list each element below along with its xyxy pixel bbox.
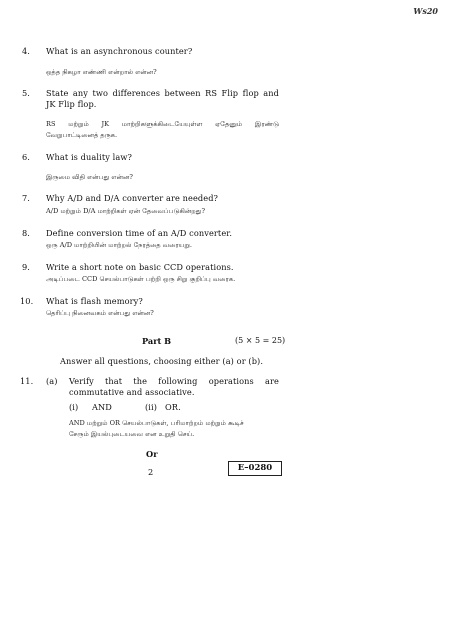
sub-question-label: (a) [46,376,58,386]
question-text-en-line1: State any two differences between RS Flip flop and [46,88,279,98]
question-text-en: Write a short note on basic CCD operations. [46,262,234,272]
page-code: Ws20 [413,6,438,16]
option-ii-text: OR. [165,402,181,412]
part-b-marks: (5 × 5 = 25) [235,336,286,345]
option-i-label: (i) [69,402,79,412]
or-separator: Or [146,449,158,459]
question-text-ta-line2: சேரும் இயல்புடையவை என உறுதி செய். [69,430,195,438]
question-text-ta-line1: AND மற்றும் OR செயல்பாடுகள், பரிமாற்றம் மற்றும் கூடிச் [69,419,244,427]
question-text-ta-line1: RS மற்றும் JK மாற்றிகளுக்கிடையேயுள்ள ஏதேனும் இரண்டு [46,120,279,128]
page-number: 2 [148,467,154,477]
question-number: 7. [22,193,31,203]
question-text-en: What is flash memory? [46,296,143,306]
question-text-en: Define conversion time of an A/D converter. [46,228,233,238]
question-number: 4. [22,46,31,56]
question-text-en: What is an asynchronous counter? [46,46,193,56]
question-text-ta: இருமை விதி என்பது என்ன? [46,173,133,181]
question-text-en-line2: JK Flip flop. [46,99,97,109]
question-number: 5. [22,88,31,98]
question-number: 11. [20,376,34,386]
option-ii-label: (ii) [145,402,158,412]
question-text-ta: A/D மற்றும் D/A மாற்றிகள் ஏன் தேவைப்படுகின்றது? [46,207,206,215]
question-text-ta: ஒரு A/D மாற்றியின் மாற்றல் நேரத்தை வரையறு. [46,241,193,249]
question-text-ta: தெரிப்பு நினைவகம் என்பது என்ன? [46,309,154,317]
question-number: 9. [22,262,31,272]
option-i-text: AND [92,402,112,412]
part-b-heading: Part B [142,336,172,346]
question-text-en-line2: commutative and associative. [69,387,195,397]
question-number: 8. [22,228,31,238]
question-text-ta-line2: வேறுபாட்டினைத் தருக. [46,131,118,139]
question-text-en-line1: Verify that the following operations are [69,376,279,386]
question-text-en: Why A/D and D/A converter are needed? [46,193,219,203]
question-number: 6. [22,152,31,162]
exam-code-box: E–0280 [228,461,282,476]
question-number: 10. [20,296,34,306]
question-text-en: What is duality law? [46,152,132,162]
question-text-ta: அடிப்படை CCD செயல்பாடுகள் பற்றி ஒரு சிறு குறிப்பு வரைக. [46,275,236,283]
part-b-instruction: Answer all questions, choosing either (a) or (b). [60,356,264,366]
question-text-ta: ஒத்த நிகழா எண்ணி என்றால் என்ன? [46,68,157,76]
